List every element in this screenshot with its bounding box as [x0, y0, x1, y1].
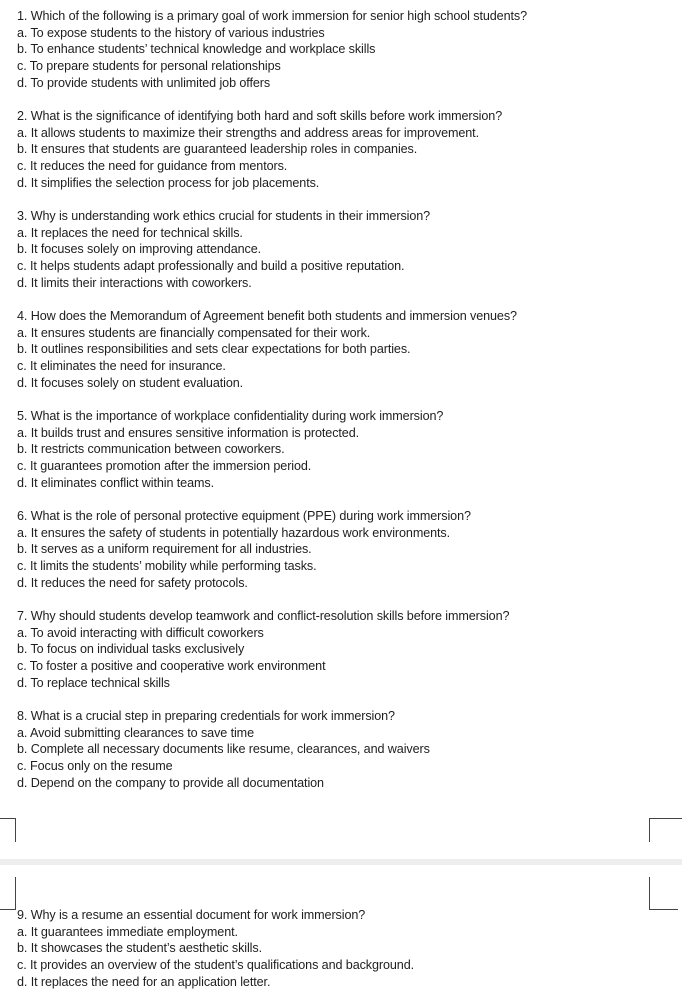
- question-3-option-c: c. It helps students adapt professionally and build a positive reputation.: [17, 259, 405, 274]
- question-2: [17, 108, 678, 191]
- question-1-option-b: b. To enhance students’ technical knowledge and workplace skills: [17, 42, 376, 57]
- question-4-option-d: d. It focuses solely on student evaluation.: [17, 375, 244, 390]
- question-9-option-b: b. It showcases the student’s aesthetic skills.: [17, 941, 262, 956]
- question-3-option-b: b. It focuses solely on improving attendance.: [17, 242, 262, 257]
- question-2-option-b: b. It ensures that students are guaranteed leadership roles in companies.: [17, 142, 418, 157]
- question-8-option-d: d. Depend on the company to provide all documentation: [17, 775, 324, 790]
- question-7-text: 7. Why should students develop teamwork and conflict-resolution skills before immersion?: [17, 609, 510, 623]
- question-2-option-d: d. It simplifies the selection process for job placements.: [17, 175, 320, 190]
- crop-mark-top-left: [0, 818, 16, 842]
- question-5-option-b: b. It restricts communication between coworkers.: [17, 442, 285, 457]
- question-7-option-b: b. To focus on individual tasks exclusively: [17, 642, 245, 657]
- question-4-option-a: a. It ensures students are financially compensated for their work.: [17, 325, 371, 340]
- crop-mark-top-right: [649, 818, 682, 842]
- question-5-text: 5. What is the importance of workplace confidentiality during work immersion?: [17, 409, 444, 423]
- question-9-option-c: c. It provides an overview of the student’s qualifications and background.: [17, 958, 415, 973]
- question-4-option-b: b. It outlines responsibilities and sets clear expectations for both parties.: [17, 342, 411, 357]
- question-1-option-c: c. To prepare students for personal relationships: [17, 59, 281, 74]
- question-6-text: 6. What is the role of personal protective equipment (PPE) during work immersion?: [17, 509, 471, 523]
- question-5-option-c: c. It guarantees promotion after the immersion period.: [17, 459, 312, 474]
- question-1-option-a: a. To expose students to the history of various industries: [17, 25, 325, 40]
- question-1-option-d: d. To provide students with unlimited job offers: [17, 75, 271, 90]
- question-6-option-d: d. It reduces the need for safety protocols.: [17, 575, 248, 590]
- question-5: [17, 408, 678, 491]
- question-6-option-b: b. It serves as a uniform requirement for all industries.: [17, 542, 312, 557]
- question-8-option-a: a. Avoid submitting clearances to save time: [17, 725, 254, 740]
- question-7: [17, 608, 678, 691]
- question-4-text: 4. How does the Memorandum of Agreement benefit both students and immersion venues?: [17, 309, 517, 323]
- question-5-option-d: d. It eliminates conflict within teams.: [17, 475, 214, 490]
- question-3-option-d: d. It limits their interactions with coworkers.: [17, 275, 252, 290]
- question-6-option-a: a. It ensures the safety of students in potentially hazardous work environments.: [17, 525, 451, 540]
- question-6-option-c: c. It limits the students’ mobility while performing tasks.: [17, 559, 317, 574]
- crop-mark-bottom-left: [0, 877, 16, 910]
- question-7-option-d: d. To replace technical skills: [17, 675, 170, 690]
- question-3-text: 3. Why is understanding work ethics crucial for students in their immersion?: [17, 209, 431, 223]
- question-8-text: 8. What is a crucial step in preparing credentials for work immersion?: [17, 709, 395, 723]
- question-5-option-a: a. It builds trust and ensures sensitive information is protected.: [17, 425, 360, 440]
- question-6: [17, 508, 678, 591]
- question-9: [17, 907, 678, 990]
- question-8-option-b: b. Complete all necessary documents like resume, clearances, and waivers: [17, 742, 430, 757]
- question-7-option-a: a. To avoid interacting with difficult coworkers: [17, 625, 264, 640]
- crop-mark-bottom-right: [649, 877, 678, 910]
- question-8: [17, 708, 678, 791]
- question-9-option-d: d. It replaces the need for an application letter.: [17, 974, 271, 989]
- question-7-option-c: c. To foster a positive and cooperative work environment: [17, 659, 326, 674]
- question-8-option-c: c. Focus only on the resume: [17, 759, 173, 774]
- question-4-option-c: c. It eliminates the need for insurance.: [17, 359, 226, 374]
- question-9-option-a: a. It guarantees immediate employment.: [17, 924, 238, 939]
- question-2-option-c: c. It reduces the need for guidance from mentors.: [17, 159, 288, 174]
- page-break-divider: [0, 859, 682, 865]
- question-1: [17, 8, 678, 91]
- question-2-text: 2. What is the significance of identifying both hard and soft skills before work immersion?: [17, 109, 503, 123]
- question-4: [17, 308, 678, 391]
- question-2-option-a: a. It allows students to maximize their strengths and address areas for improvement.: [17, 125, 479, 140]
- question-1-text: 1. Which of the following is a primary goal of work immersion for senior high school students?: [17, 9, 527, 23]
- question-9-text: 9. Why is a resume an essential document for work immersion?: [17, 908, 366, 922]
- question-3-option-a: a. It replaces the need for technical skills.: [17, 225, 243, 240]
- question-3: [17, 208, 678, 291]
